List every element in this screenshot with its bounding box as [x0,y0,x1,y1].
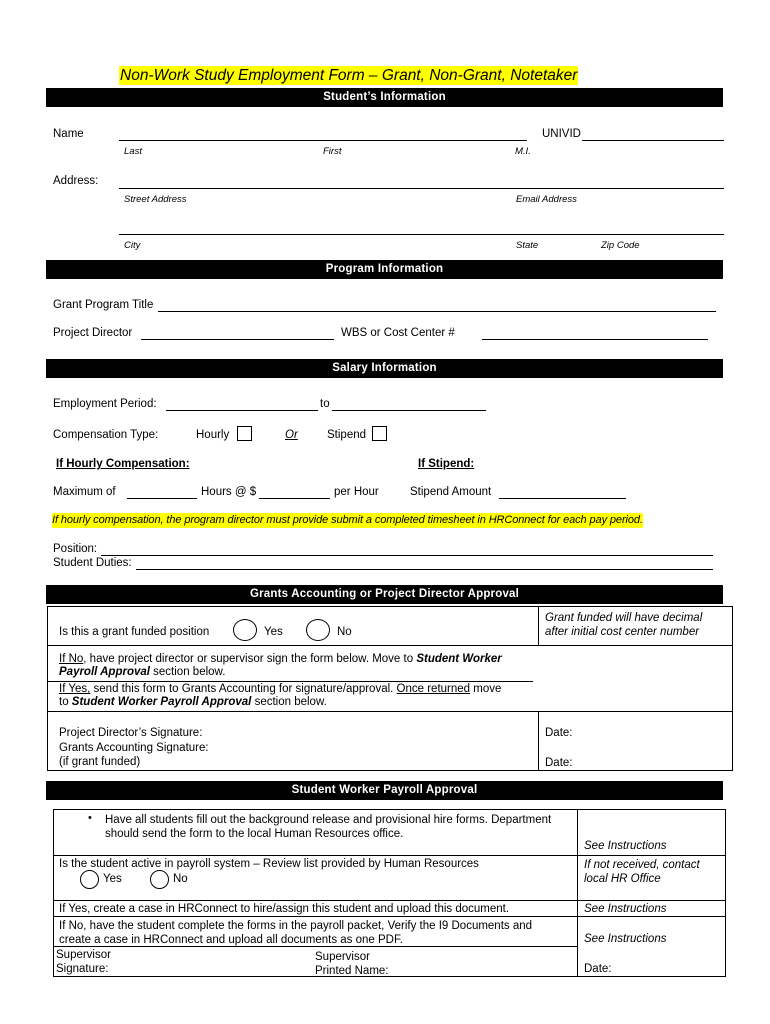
move-text: move [470,683,502,695]
mi-caption: M.I. [515,146,531,157]
swpa-ref-2: Payroll Approval [59,666,150,678]
to-text: to [59,696,72,708]
if-yes-label: If Yes, [59,683,91,695]
hours-at-label: Hours @ $ [201,486,257,498]
if-no-instructions [59,653,502,679]
student-duties-label: Student Duties: [53,557,132,569]
grant-decimal-note: Grant funded will have decimal after initial cost center number [545,612,703,638]
background-release-instruction: Have all students fill out the background release and provisional hire forms. Department should send the form to the local Human Resources office. [105,814,552,840]
last-caption: Last [124,146,142,157]
divider [53,900,726,901]
address-field[interactable] [119,188,724,189]
divider [53,855,726,856]
if-yes-instructions [59,683,501,709]
hourly-checkbox[interactable] [237,426,252,441]
if-grant-funded-label: (if grant funded) [59,756,141,768]
active-no-radio[interactable] [150,870,169,889]
name-label: Name [53,128,84,140]
section-header-payroll: Student Worker Payroll Approval [46,781,723,800]
name-field[interactable] [119,140,527,141]
grant-yes-radio[interactable] [233,619,257,641]
city-caption: City [124,240,141,251]
supervisor-signature-label: Supervisor Signature: [56,949,111,975]
first-caption: First [323,146,342,157]
section-header-salary: Salary Information [46,359,723,378]
if-stipend-heading: If Stipend: [418,458,475,470]
hourly-rate-field[interactable] [259,498,330,499]
employment-period-label: Employment Period: [53,398,157,410]
compensation-type-label: Compensation Type: [53,429,159,441]
city-state-field[interactable] [119,234,724,235]
grant-no-label: No [337,626,352,638]
per-hour-label: per Hour [334,486,379,498]
ga-date-label: Date: [545,757,573,769]
wbs-label: WBS or Cost Center # [341,327,455,339]
grant-yes-label: Yes [264,626,283,638]
bullet-icon: • [88,812,92,824]
period-end-field[interactable] [332,410,486,411]
supervisor-printed-name-label: Supervisor Printed Name: [315,951,389,977]
univid-label: UNIVID [542,128,581,140]
project-director-label: Project Director [53,327,133,339]
max-hours-field[interactable] [127,498,197,499]
divider [47,711,733,712]
zip-caption: Zip Code [601,240,640,251]
payroll-date-label: Date: [584,963,612,975]
active-no-label: No [173,873,188,885]
divider [47,645,733,646]
grants-accounting-signature-label: Grants Accounting Signature: [59,742,209,754]
position-field[interactable] [101,555,713,556]
active-yes-label: Yes [103,873,122,885]
see-instructions-1: See Instructions [584,840,667,852]
swpa-ref-3: Student Worker Payroll Approval [71,696,252,708]
position-label: Position: [53,543,98,555]
see-instructions-2: See Instructions [584,903,667,915]
univid-field[interactable] [582,140,724,141]
if-hourly-heading: If Hourly Compensation: [56,458,190,470]
divider [538,606,539,645]
active-yes-radio[interactable] [80,870,99,889]
hourly-label: Hourly [196,429,230,441]
section-header-grants: Grants Accounting or Project Director Approval [46,585,723,604]
grant-title-label: Grant Program Title [53,299,154,311]
email-caption: Email Address [516,194,577,205]
not-received-note: If not received, contact local HR Office [584,859,700,885]
if-yes-text: send this form to Grants Accounting for signature/approval. [90,683,397,695]
timesheet-note: If hourly compensation, the program director must provide submit a completed timesheet in HRConnect for each pay period. [52,514,643,526]
swpa-ref-1: Student Worker [416,653,502,665]
stipend-amount-field[interactable] [499,498,626,499]
active-payroll-question: Is the student active in payroll system – Review list provided by Human Resources [59,858,479,870]
or-label: Or [285,429,298,441]
street-caption: Street Address [124,194,187,205]
if-no-text: , have project director or supervisor sign the form below. Move to [83,653,417,665]
see-instructions-3: See Instructions [584,933,667,945]
grant-title-field[interactable] [158,311,716,312]
if-yes-create-case: If Yes, create a case in HRConnect to hire/assign this student and upload this document. [59,903,510,915]
divider [538,712,539,771]
section-header-program: Program Information [46,260,723,279]
if-no-label: If No [59,653,84,665]
divider [577,809,578,977]
grant-no-radio[interactable] [306,619,330,641]
project-director-field[interactable] [141,339,334,340]
divider [47,681,533,682]
student-duties-field[interactable] [136,569,713,570]
section-below-text: section below. [149,666,226,678]
state-caption: State [516,240,539,251]
if-no-complete-forms: If No, have the student complete the forms in the payroll packet, Verify the I9 Documents and create a case in HRConnect and upload all documents as one PDF. [59,920,533,946]
stipend-label: Stipend [327,429,367,441]
stipend-checkbox[interactable] [372,426,387,441]
form-title: Non-Work Study Employment Form – Grant, Non-Grant, Notetaker [120,67,578,84]
section-below-text-2: section below. [251,696,327,708]
address-label: Address: [53,175,99,187]
period-start-field[interactable] [166,410,318,411]
wbs-field[interactable] [482,339,708,340]
project-director-signature-label: Project Director’s Signature: [59,727,203,739]
divider [53,916,726,917]
once-returned-text: Once returned [396,683,471,695]
stipend-amount-label: Stipend Amount [410,486,492,498]
grant-funded-question: Is this a grant funded position [59,626,210,638]
to-label: to [320,398,330,410]
section-header-student: Student’s Information [46,88,723,107]
pd-date-label: Date: [545,727,573,739]
maximum-of-label: Maximum of [53,486,116,498]
